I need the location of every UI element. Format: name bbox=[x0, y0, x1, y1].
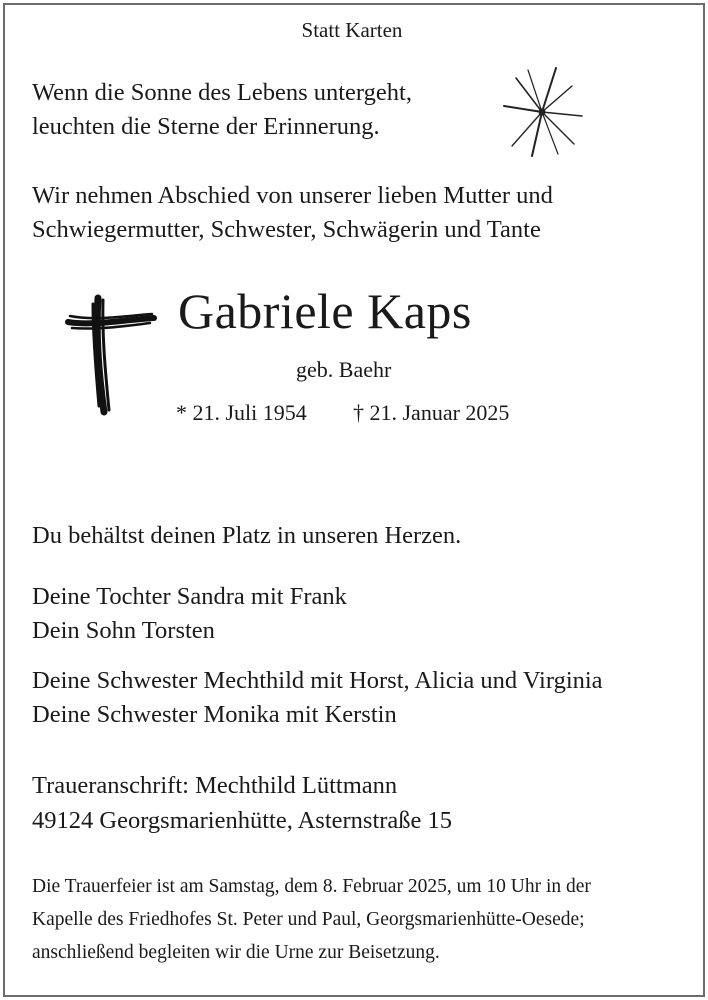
quote-line-1: Wenn die Sonne des Lebens untergeht, bbox=[32, 79, 412, 106]
star-icon bbox=[498, 64, 586, 160]
birth-date: * 21. Juli 1954 bbox=[176, 400, 307, 425]
notice-frame bbox=[3, 3, 705, 997]
ceremony-line-1: Die Trauerfeier ist am Samstag, dem 8. Februar 2025, um 10 Uhr in der bbox=[32, 876, 591, 897]
ceremony-line-2: Kapelle des Friedhofes St. Peter und Paul, Georgsmarienhütte-Oesede; bbox=[32, 909, 585, 930]
family-line-1: Deine Tochter Sandra mit Frank bbox=[32, 583, 347, 610]
family-line-2: Dein Sohn Torsten bbox=[32, 617, 215, 644]
deceased-name: Gabriele Kaps bbox=[178, 283, 472, 339]
tribute-line: Du behältst deinen Platz in unseren Herzen. bbox=[32, 522, 462, 549]
family-line-4: Deine Schwester Monika mit Kerstin bbox=[32, 701, 397, 728]
deceased-birth-name: geb. Baehr bbox=[296, 357, 392, 382]
header-statt-karten: Statt Karten bbox=[301, 18, 403, 42]
cross-icon bbox=[62, 290, 162, 418]
intro-line-2: Schwiegermutter, Schwester, Schwägerin und Tante bbox=[32, 216, 541, 243]
quote-line-2: leuchten die Sterne der Erinnerung. bbox=[32, 113, 380, 140]
family-line-3: Deine Schwester Mechthild mit Horst, Alicia und Virginia bbox=[32, 667, 603, 694]
death-date: † 21. Januar 2025 bbox=[353, 400, 510, 425]
ceremony-line-3: anschließend begleiten wir die Urne zur Beisetzung. bbox=[32, 942, 440, 963]
address-line-1: Traueranschrift: Mechthild Lüttmann bbox=[32, 772, 398, 799]
address-line-2: 49124 Georgsmarienhütte, Asternstraße 15 bbox=[32, 807, 453, 834]
intro-line-1: Wir nehmen Abschied von unserer lieben Mutter und bbox=[32, 182, 553, 209]
